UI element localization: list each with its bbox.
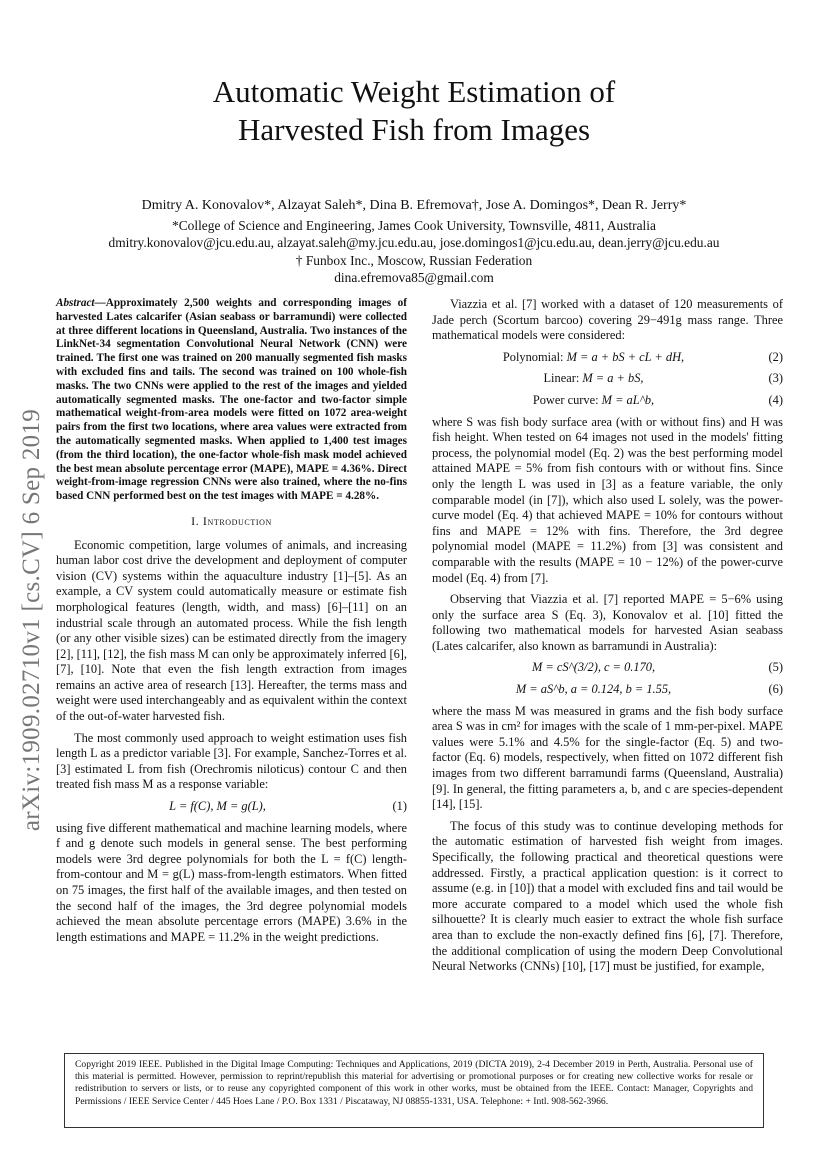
affiliation-jcu: *College of Science and Engineering, James Cook University, Townsville, 4811, Australia — [172, 217, 656, 233]
author-emails: dmitry.konovalov@jcu.edu.au, alzayat.saleh@my.jcu.edu.au, jose.domingos1@jcu.edu.au, dean.jerry@jcu.edu.au — [108, 235, 720, 250]
right-column — [432, 297, 783, 981]
equation-3 — [432, 371, 783, 387]
section-heading-introduction: I. Introduction — [191, 513, 272, 528]
author-block — [60, 197, 768, 287]
konovalov-paragraph: Observing that Viazzia et al. [7] reported MAPE = 5−6% using only the surface area S (Eq. 3), Konovalov et al. [10] fitted the following two mathematical models for harvested Asian seabass (Lates calcarifer, also known as barramundi in Australia): — [432, 592, 783, 653]
equation-4-expr: M = aL^b, — [601, 392, 655, 407]
equation-6-number: (6) — [768, 682, 783, 697]
equation-1-number: (1) — [392, 799, 407, 814]
equation-2-label: Polynomial: — [502, 349, 564, 364]
equation-5 — [432, 660, 783, 676]
equation-2 — [432, 350, 783, 366]
equation-2-expr: M = a + bS + cL + dH, — [566, 349, 685, 364]
intro-paragraph-3: using five different mathematical and machine learning models, where f and g denote such models in general sense. The best performing models were 3rd degree polynomials for both the L = f(C) length-from-contour and M = g(L) mass-from-length estimators. When fitted on 75 images, the first half of the available images, and then tested on the second half of the images, the 3rd degree polynomial models achieved the mean absolute percentage errors (MAPE) 3.6% in the length estimations and MAPE = 11.2% in the weight predictions. — [56, 820, 407, 944]
equation-5-number: (5) — [768, 660, 783, 675]
viazzia-paragraph: Viazzia et al. [7] worked with a dataset of 120 measurements of Jade perch (Scortum barcoo) covering 29−491g mass range. Three mathematical models were considered: — [432, 297, 783, 343]
funbox-email: dina.efremova85@gmail.com — [334, 270, 494, 285]
affiliation-funbox: † Funbox Inc., Moscow, Russian Federation — [295, 252, 533, 268]
equation-3-expr: M = a + bS, — [582, 371, 644, 386]
equation-4-label: Power curve: — [532, 392, 599, 407]
copyright-text: Copyright 2019 IEEE. Published in the Digital Image Computing: Techniques and Applications, 2019 (DICTA 2019), 2-4 December 2019 in Perth, Australia. Personal use of this material is permitted. However, permission to reprint/republish this material for advertising or promotional purposes or for creating new collective works for resale or redistribution to servers or lists, or to reuse any copyrighted component of this work in other works, must be obtained from the IEEE. Contact: Manager, Copyrights and Permissions / IEEE Service Center / 445 Hoes Lane / P.O. Box 1331 / Piscataway, NJ 08855-1331, USA. Telephone: + Intl. 908-562-3966. — [75, 1059, 753, 1107]
author-names: Dmitry A. Konovalov*, Alzayat Saleh*, Dina B. Efremova†, Jose A. Domingos*, Dean R. Jerry* — [141, 198, 687, 213]
abstract-text: —Approximately 2,500 weights and corresponding images of harvested Lates calcarifer (Asian seabass or barramundi) were collected at three different locations in Queensland, Australia. Two instances of the LinkNet-34 segmentation Convolutional Neural Network (CNN) were trained. The first one was trained on 200 manually segmented fish masks with excluded fins and tails. The second was trained on 100 whole-fish masks. The two CNNs were applied to the rest of the images and yielded automatically segmented masks. The one-factor and two-factor simple mathematical weight-from-area models were fitted on 1072 area-weight pairs from the first two locations, where area values were extracted from the automatically segmented masks. When applied to 1,400 test images (from the third location), the one-factor whole-fish mask model achieved the best mean absolute percentage error (MAPE), MAPE = 4.36%. Direct weight-from-image regression CNNs were also trained, where the no-fins based CNN performed best on the test images with MAPE = 4.28%. — [56, 297, 407, 503]
arxiv-identifier — [14, 370, 50, 870]
equation-1 — [56, 799, 407, 815]
focus-paragraph: The focus of this study was to continue developing methods for the automatic estimation of harvested fish weight from images. Specifically, the following practical and theoretical questions were addressed. Firstly, a practical application question: is it correct to assume (e.g. in [10]) that a model with excluded fins and tail would be more accurate compared to a model which used the whole fish silhouette? It is clearly much easier to extract the whole fish surface area than to exclude the non-exactly defined fins [6], [7]. Therefore, the additional complication of using the modern Deep Convolutional Neural Networks (CNNs) [10], [17] must be justified, for example, — [432, 818, 783, 974]
equation-4 — [432, 393, 783, 409]
equation-6 — [432, 682, 783, 698]
copyright-notice — [64, 1053, 764, 1128]
abstract-lead: Abstract — [56, 297, 95, 309]
equation-5-expr: M = cS^(3/2), c = 0.170, — [531, 660, 656, 675]
paper-title — [100, 73, 728, 149]
arxiv-id-text: arXiv:1909.02710v1 [cs.CV] 6 Sep 2019 — [18, 408, 46, 832]
equation-3-label: Linear: — [543, 371, 580, 386]
mass-paragraph: where the mass M was measured in grams and the fish body surface area S was in cm² for images with the scale of 1 mm-per-pixel. MAPE values were 5.1% and 4.5% for the single-factor (Eq. 5) and two-factor (Eq. 6) models, respectively, when fitted on 1072 different fish images from two different barramundi farms (Queensland, Australia) [9]. In general, the fitting parameters a, b, and c are species-dependent [14], [15]. — [432, 703, 783, 812]
equation-1-expr: L = f(C), M = g(L), — [169, 799, 266, 814]
title-line-1: Automatic Weight Estimation of — [212, 74, 616, 109]
abstract — [56, 297, 407, 504]
title-line-2: Harvested Fish from Images — [237, 112, 591, 147]
models-paragraph: where S was fish body surface area (with or without fins) and H was fish height. When tested on 64 images not used in the models' fitting process, the polynomial model (Eq. 2) was the best performing model attained MAPE = 5% from fish contours with or without fins. Since only the length L was used in [3] as a feature variable, the only comparable model (in [7]), which also used L solely, was the power-curve model (Eq. 4) that achieved MAPE = 10% for contours without fins and MAPE = 12% with fins. Therefore, the 3rd degree polynomial model (MAPE = 11.2%) from [3] was consistent and comparable with the results (MAPE = 10 − 12%) of the power-curve model (Eq. 4) from [7]. — [432, 414, 783, 585]
equation-2-number: (2) — [768, 349, 783, 364]
intro-paragraph-2: The most commonly used approach to weight estimation uses fish length L as a predictor variable [3]. For example, Sanchez-Torres et al. [3] estimated L from fish (Orechromis niloticus) contour C and then treated fish mass M as a response variable: — [56, 730, 407, 792]
equation-6-expr: M = aS^b, a = 0.124, b = 1.55, — [515, 682, 672, 697]
equation-3-number: (3) — [768, 371, 783, 386]
left-column — [56, 297, 407, 951]
equation-4-number: (4) — [768, 392, 783, 407]
intro-paragraph-1: Economic competition, large volumes of animals, and increasing human labor cost drive the development and deployment of computer vision (CV) systems within the aquaculture industry [1]–[5]. As an example, a CV system could automatically measure or estimate fish morphological features (length, width, and mass) [6]–[11] on an industrial scale through an automated process. While the fish length (or any other visible sizes) can be estimated directly from the imagery [2], [11], [12], the fish mass M can only be approximately inferred [6], [7], [10]. Note that even the fish length extraction from images remains an active area of research [13]. Hereafter, the terms mass and weight were used interchangeably and as equivalent within the context of the out-of-water harvested fish. — [56, 537, 407, 724]
